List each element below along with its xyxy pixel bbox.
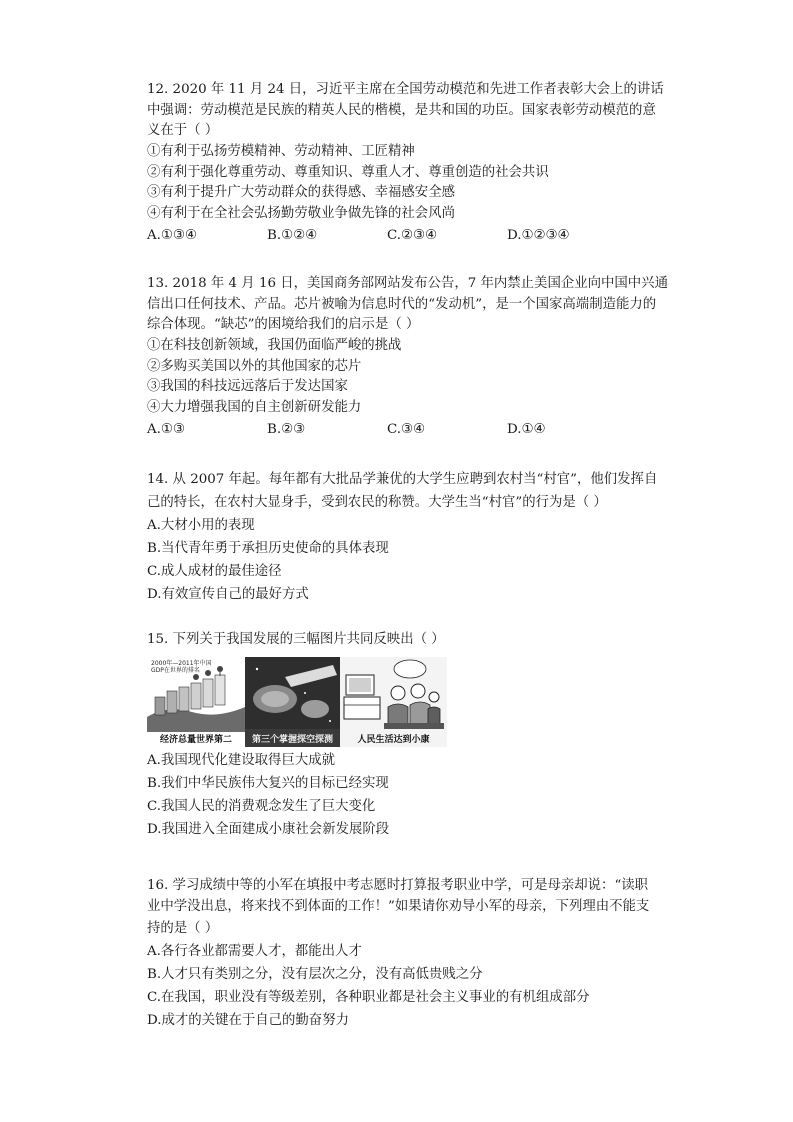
question-13-statement-3: ③我国的科技远远落后于发达国家	[147, 379, 348, 395]
option-d[interactable]: D.①②③④	[507, 227, 570, 243]
choice-b[interactable]: B.当代青年勇于承担历史使命的具体表现	[147, 540, 389, 556]
question-16-line-1: 16. 学习成绩中等的小军在填报中考志愿时打算报考职业中学，可是母亲却说：“读职	[147, 878, 649, 893]
question-15-line-1: 15. 下列关于我国发展的三幅图片共同反映出（ ）	[147, 632, 445, 647]
question-16-line-2: 业中学没出息，将来找不到体面的工作！”如果请你劝导小军的母亲，下列理由不能支	[147, 898, 650, 914]
question-12-line-2: 中强调：劳动模范是民族的精英人民的楷模，是共和国的功臣。国家表彰劳动模范的意	[147, 102, 656, 118]
space-caption: 第三个掌握探空探测	[251, 734, 333, 745]
option-c[interactable]: C.②③④	[387, 227, 438, 243]
gdp-caption: 经济总量世界第二	[159, 734, 232, 745]
choice-d[interactable]: D.有效宣传自己的最好方式	[147, 586, 309, 602]
option-c[interactable]: C.③④	[387, 421, 426, 437]
question-15-figure	[147, 657, 447, 747]
choice-a[interactable]: A.各行各业都需要人才，都能出人才	[147, 944, 362, 960]
option-a[interactable]: A.①③④	[147, 227, 197, 243]
question-12-options	[147, 225, 707, 247]
choice-c[interactable]: C.成人成材的最佳途径	[147, 563, 282, 579]
question-13-line-1: 13. 2018 年 4 月 16 日，美国商务部网站发布公告，7 年内禁止美国企业向中国中兴通	[147, 276, 668, 291]
question-12-statement-4: ④有利于在全社会弘扬勤劳敬业争做先锋的社会风尚	[147, 206, 455, 222]
question-14	[147, 470, 707, 606]
option-b[interactable]: B.①②④	[267, 227, 318, 243]
question-13-line-3: 综合体现。“缺芯”的困境给我们的启示是（ ）	[147, 317, 420, 333]
question-13-statement-2: ②多购买美国以外的其他国家的芯片	[147, 358, 362, 374]
question-14-line-1: 14. 从 2007 年起。每年都有大批品学兼优的大学生应聘到农村当“村官”，他们发挥自	[147, 472, 658, 487]
question-12-statement-3: ③有利于提升广大劳动群众的获得感、幸福感安全感	[147, 185, 455, 201]
living-caption: 人民生活达到小康	[357, 734, 430, 745]
living-standard-panel	[340, 657, 447, 747]
question-12-line-1: 12. 2020 年 11 月 24 日，习近平主席在全国劳动模范和先进工作者表彰大会上的讲话	[147, 82, 664, 97]
question-16-line-3: 持的是（ ）	[147, 921, 219, 937]
choice-b[interactable]: B.人才只有类别之分，没有层次之分，没有高低贵贱之分	[147, 967, 483, 983]
choice-a[interactable]: A.大材小用的表现	[147, 517, 255, 533]
question-13-statement-1: ①在科技创新领域，我国仍面临严峻的挑战	[147, 338, 402, 354]
question-13-options	[147, 419, 707, 441]
space-probe-panel	[245, 657, 340, 747]
question-15	[147, 630, 707, 841]
question-14-line-2: 己的特长，在农村大显身手，受到农民的称赞。大学生当“村官”的行为是（ ）	[147, 494, 607, 510]
option-d[interactable]: D.①④	[507, 421, 546, 437]
option-a[interactable]: A.①③	[147, 421, 185, 437]
question-13	[147, 274, 707, 441]
gdp-ranking-caption-small: 2000年—2011年中国GDP在世界的排名	[151, 659, 212, 674]
choice-d[interactable]: D.成才的关键在于自己的勤奋努力	[147, 1013, 349, 1029]
question-12-line-3: 义在于（ ）	[147, 123, 219, 139]
question-12	[147, 80, 707, 247]
question-13-line-2: 信出口任何技术、产品。芯片被喻为信息时代的“发动机”，是一个国家高端制造能力的	[147, 296, 657, 312]
choice-c[interactable]: C.我国人民的消费观念发生了巨大变化	[147, 798, 376, 814]
choice-b[interactable]: B.我们中华民族伟大复兴的目标已经实现	[147, 775, 389, 791]
option-b[interactable]: B.②③	[267, 421, 306, 437]
choice-a[interactable]: A.我国现代化建设取得巨大成就	[147, 752, 336, 768]
question-13-statement-4: ④大力增强我国的自主创新研发能力	[147, 400, 362, 416]
gdp-ranking-panel	[147, 657, 245, 747]
question-16	[147, 876, 707, 1032]
choice-c[interactable]: C.在我国，职业没有等级差别，各种职业都是社会主义事业的有机组成部分	[147, 990, 590, 1006]
choice-d[interactable]: D.我国进入全面建成小康社会新发展阶段	[147, 821, 390, 837]
question-12-statement-1: ①有利于弘扬劳模精神、劳动精神、工匠精神	[147, 144, 415, 160]
question-12-statement-2: ②有利于强化尊重劳动、尊重知识、尊重人才、尊重创造的社会共识	[147, 164, 549, 180]
